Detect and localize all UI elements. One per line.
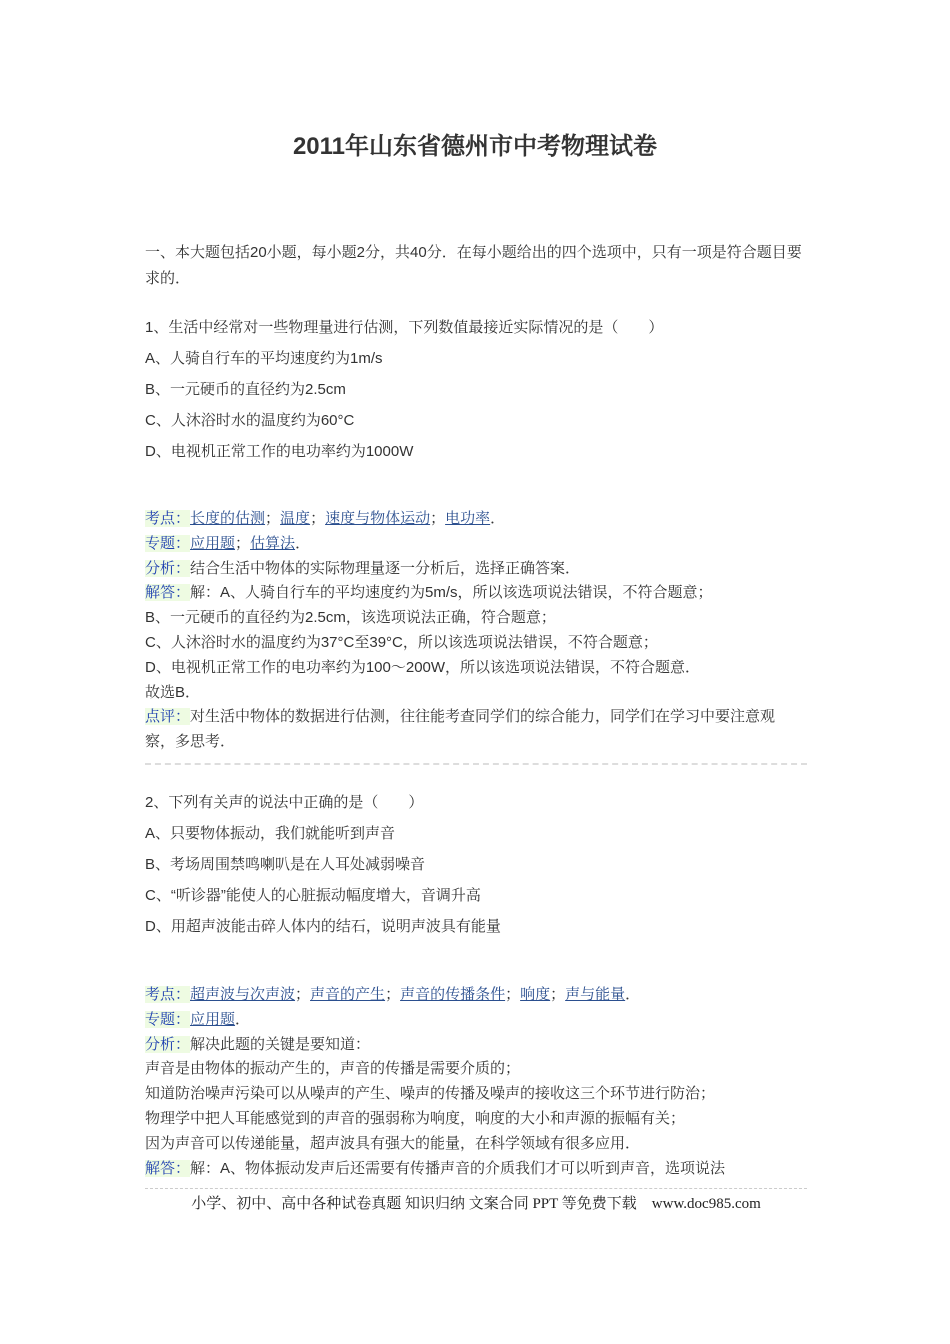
topic-link[interactable]: 估算法 xyxy=(250,534,296,552)
question-2 xyxy=(145,787,805,942)
topic-link[interactable]: 响度 xyxy=(520,986,551,1003)
analysis-line: 知道防治噪声污染可以从噪声的产生、噪声的传播及噪声的接收这三个环节进行防治； xyxy=(145,1085,716,1103)
analysis-line: 因为声音可以传递能量，超声波具有强大的能量，在科学领域有很多应用． xyxy=(145,1134,641,1152)
topic-link[interactable]: 声音的产生 xyxy=(310,986,386,1003)
question-1 xyxy=(145,312,805,467)
option: A、只要物体振动，我们就能听到声音 xyxy=(145,825,396,842)
analysis-text: 结合生活中物体的实际物理量逐一分析后，选择正确答案． xyxy=(190,559,581,577)
answer-line: B、一元硬币的直径约为2.5cm，该选项说法正确，符合题意； xyxy=(145,609,556,627)
option: A、人骑自行车的平均速度约为1m/s xyxy=(145,350,383,367)
option: B、考场周围禁鸣喇叭是在人耳处减弱噪音 xyxy=(145,856,426,873)
label-jieda: 解答： xyxy=(145,1159,191,1177)
topic-link[interactable]: 声与能量 xyxy=(565,986,626,1003)
option: D、电视机正常工作的电功率约为1000W xyxy=(145,443,414,460)
label-kaodian: 考点： xyxy=(145,510,191,527)
topic-link[interactable]: 温度 xyxy=(280,510,311,527)
label-jieda: 解答： xyxy=(145,584,191,602)
topic-link[interactable]: 电功率 xyxy=(445,510,491,527)
option: C、“听诊器”能使人的心脏振动幅度增大，音调升高 xyxy=(145,887,481,904)
option: C、人沐浴时水的温度约为60°C xyxy=(145,412,355,429)
page-title: 2011年山东省德州市中考物理试卷 xyxy=(292,133,658,160)
comment-text: 对生活中物体的数据进行估测，往往能考查同学们的综合能力，同学们在学习中要注意观察，多思考． xyxy=(145,708,776,751)
label-dianping: 点评： xyxy=(145,708,191,726)
q1-analysis: 考点：长度的估测；温度；速度与物体运动；电功率． 专题：应用题；估算法． 分析：结合生活中物体的实际物理量逐一分析后，选择正确答案． 解答：解：A、人骑自行车的平均速度约为5m/s，所以该选项说法错误，不符合题意； B、一元硬币的直径约为2.5cm，该选项说法正确，符合题意； C、人沐浴时水的温度约为37°C至39°C，所以该选项说法错误，不符合题意； D、电视机正常工作的电功率约为100～200W，所以该选项说法错误，不符合题意． 故选B． 点评：对生活中物体的数据进行估测，往往能考查同学们的综合能力，同学们在学习中要注意观察，多思考． xyxy=(145,507,805,755)
answer-line: 解：A、物体振动发声后还需要有传播声音的介质我们才可以听到声音，选项说法 xyxy=(190,1159,726,1177)
label-zhuanti: 专题： xyxy=(145,1010,191,1028)
topic-link[interactable]: 应用题 xyxy=(190,1010,236,1028)
answer-line: D、电视机正常工作的电功率约为100～200W，所以该选项说法错误，不符合题意． xyxy=(145,658,701,676)
q2-analysis: 考点：超声波与次声波；声音的产生；声音的传播条件；响度；声与能量． 专题：应用题． 分析：解决此题的关键是要知道： 声音是由物体的振动产生的，声音的传播是需要介质的； 知道防治噪声污染可以从噪声的产生、噪声的传播及噪声的接收这三个环节进行防治； 物理学中把人耳能感觉到的声音的强弱称为响度，响度的大小和声源的振幅有关； 因为声音可以传递能量，超声波具有强大的能量，在科学领域有很多应用． 解答：解：A、物体振动发声后还需要有传播声音的介质我们才可以听到声音，选项说法 xyxy=(145,983,805,1181)
analysis-text: 解决此题的关键是要知道： xyxy=(190,1035,371,1053)
topic-link[interactable]: 超声波与次声波 xyxy=(190,986,296,1003)
answer-line: 解：A、人骑自行车的平均速度约为5m/s，所以该选项说法错误，不符合题意； xyxy=(190,584,713,602)
answer-line: C、人沐浴时水的温度约为37°C至39°C，所以该选项说法错误，不符合题意； xyxy=(145,633,658,651)
divider xyxy=(145,763,807,765)
answer-line: 故选B． xyxy=(145,683,201,701)
footer-divider xyxy=(145,1188,807,1189)
label-fenxi: 分析： xyxy=(145,1035,191,1053)
analysis-line: 声音是由物体的振动产生的，声音的传播是需要介质的； xyxy=(145,1060,521,1078)
label-kaodian: 考点： xyxy=(145,986,191,1003)
option: D、用超声波能击碎人体内的结石，说明声波具有能量 xyxy=(145,918,501,935)
topic-link[interactable]: 应用题 xyxy=(190,534,236,552)
question-stem: 1、生活中经常对一些物理量进行估测，下列数值最接近实际情况的是（ ） xyxy=(145,319,664,336)
option: B、一元硬币的直径约为2.5cm xyxy=(145,381,346,398)
topic-link[interactable]: 速度与物体运动 xyxy=(325,510,431,527)
analysis-line: 物理学中把人耳能感觉到的声音的强弱称为响度，响度的大小和声源的振幅有关； xyxy=(145,1109,686,1127)
section-intro: 一、本大题包括20小题，每小题2分，共40分．在每小题给出的四个选项中，只有一项是符合题目要求的． xyxy=(145,244,802,287)
footer-text: 小学、初中、高中各种试卷真题 知识归纳 文案合同 PPT 等免费下载 www.doc985.com xyxy=(191,1196,761,1212)
label-zhuanti: 专题： xyxy=(145,534,191,552)
label-fenxi: 分析： xyxy=(145,559,191,577)
question-stem: 2、下列有关声的说法中正确的是（ ） xyxy=(145,794,424,811)
topic-link[interactable]: 声音的传播条件 xyxy=(400,986,506,1003)
topic-link[interactable]: 长度的估测 xyxy=(190,510,266,527)
